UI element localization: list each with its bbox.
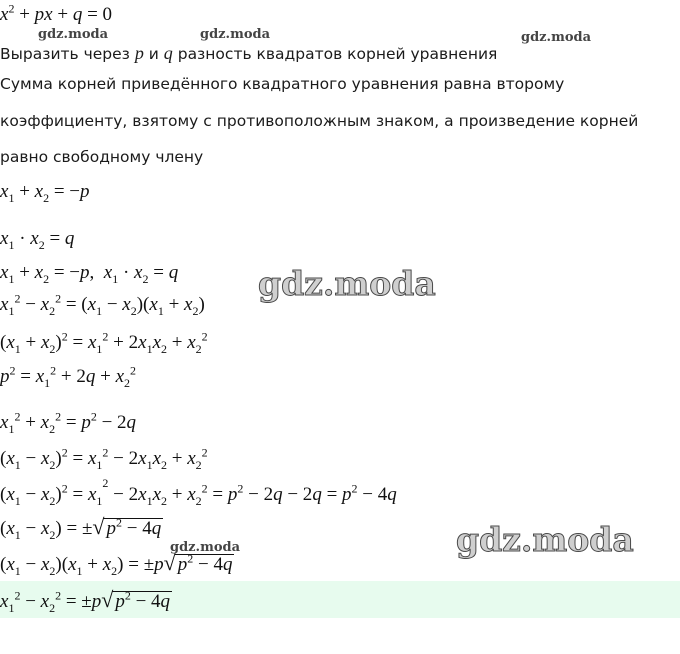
formula-vieta-sum: $x_1 + x_2 = -p$	[0, 181, 90, 205]
explanation-line-1: Сумма корней приведённого квадратного уравнения равна второму	[0, 75, 565, 93]
explanation-line-2: коэффициенту, взятому с противоположным знаком, а произведение корней	[0, 112, 639, 130]
formula-difference-squared-expanded: $(x_1 - x_2)^2 = x_1^2 - 2x_1x_2 + x_2^2 = p^2 - 2q - 2q = p^2 - 4q$	[0, 475, 397, 508]
watermark-logo-large: gdz.moda	[258, 264, 436, 303]
watermark-logo: gdz.moda	[170, 540, 241, 555]
explanation-line-3: равно свободному члену	[0, 148, 204, 166]
formula-sum-squared: $(x_1 + x_2)^2 = x_1^2 + 2x_1x_2 + x_2^2$	[0, 329, 208, 356]
watermark-logo-large: gdz.moda	[456, 520, 634, 559]
formula-answer: $x_1^2 - x_2^2 = \pm p√$ $p^2 - 4q$	[0, 587, 171, 615]
formula-difference-of-squares: $x_1^2 - x_2^2 = (x_1 - x_2)(x_1 + x_2)$	[0, 291, 205, 318]
formula-difference-squared: $(x_1 - x_2)^2 = x_1^2 - 2x_1x_2 + x_2^2$	[0, 445, 208, 472]
formula-sum-of-squares: $x_1^2 + x_2^2 = p^2 - 2q$	[0, 409, 137, 436]
watermark-logo: gdz.moda	[38, 27, 109, 42]
watermark-logo: gdz.moda	[200, 27, 271, 42]
formula-p-squared: $p^2 = x_1^2 + 2q + x_2^2$	[0, 363, 137, 390]
formula-product: $(x_1 - x_2)(x_1 + x_2) = \pm p√$ $p^2 - 4q$	[0, 550, 233, 578]
task-statement: Выразить через p и q разность квадратов корней уравнения	[0, 43, 498, 63]
formula-vieta-combined: $x_1 + x_2 = -p$, $x_1 \cdot x_2 = q$	[0, 262, 179, 286]
formula-difference: $(x_1 - x_2)$ = ±√ $p^2 - 4q$	[0, 514, 162, 542]
formula-vieta-product: $x_1 \cdot x_2 = q$	[0, 228, 75, 252]
watermark-logo: gdz.moda	[521, 30, 592, 45]
task-equation: $x^2$ + px + q = 0	[0, 1, 113, 25]
